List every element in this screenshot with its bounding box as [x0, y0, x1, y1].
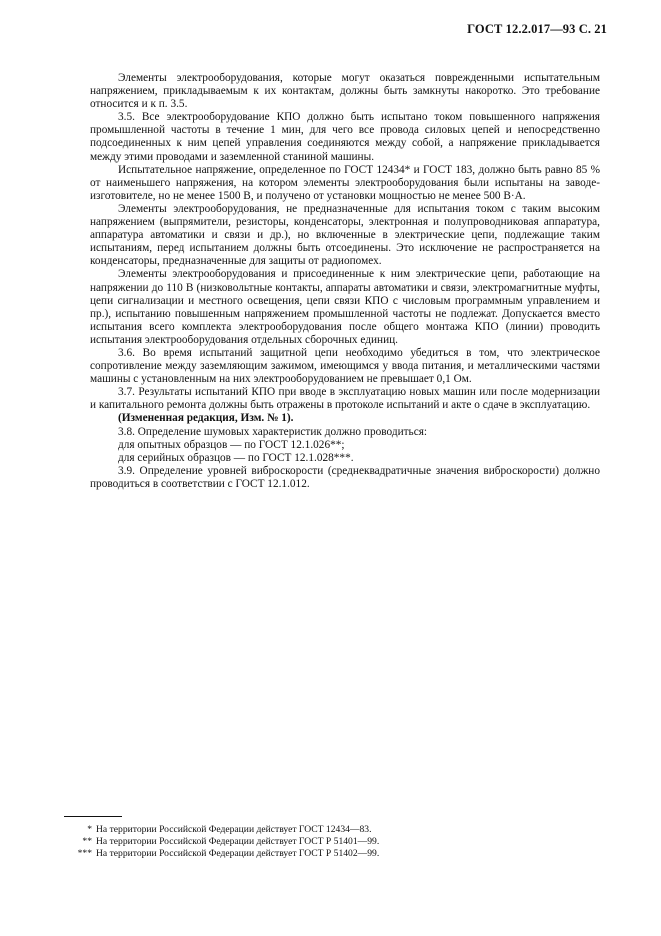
- footnote-text: На территории Российской Федерации действует ГОСТ 12434—83.: [96, 824, 372, 835]
- paragraph: Элементы электрооборудования и присоединенные к ним электрические цепи, работающие на напряжении до 110 В (низковольтные контакты, аппараты автоматики и связи, электромагнитные муфты, цепи сигнализации и местного освещения, цепи связи КПО с числовым программным управлением и пр.), испытанию повышенным напряжением промышленной частоты не подлежат. Допускается вместо испытания всего комплекта электрооборудования после общего монтажа КПО (линии) проводить испытания электрооборудования отдельных сборочных единиц.: [90, 268, 600, 346]
- paragraph-3-8: 3.8. Определение шумовых характеристик должно проводиться:: [118, 425, 428, 438]
- paragraph-3-6: 3.6. Во время испытаний защитной цепи необходимо убедиться в том, что электрическое сопротивление между заземляющим зажимом, имеющимся у ввода питания, и металлическими частями машины с установленным на них электрооборудованием не превышает 0,1 Ом.: [90, 346, 600, 386]
- paragraph-3-7: 3.7. Результаты испытаний КПО при вводе в эксплуатацию новых машин или после модернизации и капитального ремонта должны быть отражены в протоколе испытаний и акте о сдаче в эксплуатацию.: [90, 386, 600, 412]
- footnote: [52, 848, 379, 860]
- footnote-divider: [64, 816, 122, 817]
- footnote: [52, 824, 379, 836]
- footnotes: [52, 824, 379, 861]
- list-item: для опытных образцов — по ГОСТ 12.1.026**;: [118, 438, 345, 451]
- page-header: ГОСТ 12.2.017—93 С. 21: [467, 22, 607, 36]
- footnote-text: На территории Российской Федерации действует ГОСТ Р 51401—99.: [96, 836, 380, 848]
- paragraph-3-9: 3.9. Определение уровней виброскорости (среднеквадратичные значения виброскорости) должно проводиться в соответствии с ГОСТ 12.1.012.: [90, 464, 600, 490]
- list-item: для серийных образцов — по ГОСТ 12.1.028***.: [118, 451, 354, 464]
- footnote-mark: *: [87, 824, 92, 835]
- paragraph: Элементы электрооборудования, не предназначенные для испытания током с таким высоким напряжением (выпрямители, резисторы, конденсаторы, электронная и полупроводниковая аппаратура, аппаратура автоматики и связи и др.), но включенные в электрические цепи, подлежащие таким испытаниям, перед испытанием должны быть отсоединены. Это исключение не распространяется на конденсаторы, предназначенные для защиты от радиопомех.: [90, 202, 600, 268]
- paragraph: Испытательное напряжение, определенное по ГОСТ 12434* и ГОСТ 183, должно быть равно 85 % от наименьшего напряжения, на котором элементы электрооборудования были испытаны на заводе-изготовителе, но не менее 1500 В, и получено от установки мощностью не менее 500 В·А.: [90, 163, 600, 202]
- body-text: [90, 72, 600, 491]
- footnote-text: На территории Российской Федерации действует ГОСТ Р 51402—99.: [96, 848, 380, 860]
- footnote: [52, 836, 379, 848]
- paragraph-3-5: 3.5. Все электрооборудование КПО должно быть испытано током повышенного напряжения промышленной частоты в течение 1 мин, для чего все провода силовых цепей и непосредственно подсоединенных к ним цепей управления соединяются между собой, а напряжение прикладывается между этими проводами и заземленной станиной машины.: [90, 111, 600, 163]
- footnote-mark: **: [82, 836, 92, 848]
- amendment-note: (Измененная редакция, Изм. № 1).: [118, 412, 294, 425]
- footnote-mark: ***: [77, 848, 92, 860]
- paragraph: Элементы электрооборудования, которые могут оказаться поврежденными испытательным напряжением, прикладываемым к их контактам, должны быть замкнуты накоротко. Это требование относится и к п. 3.5.: [90, 72, 600, 111]
